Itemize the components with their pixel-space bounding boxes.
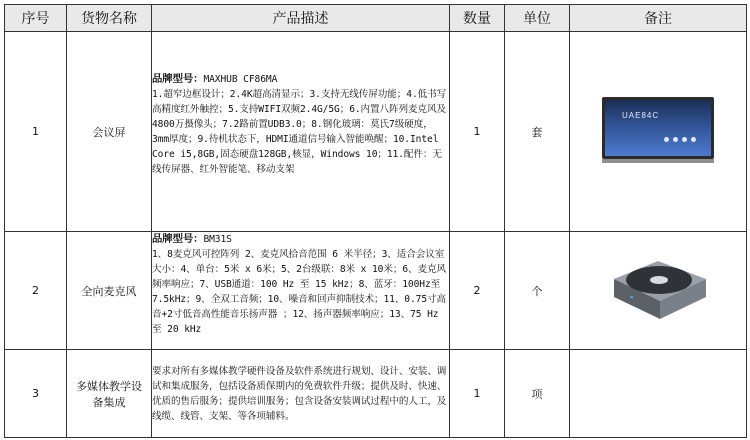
table-row xyxy=(5,350,747,438)
row-quantity: 1 xyxy=(450,32,505,232)
row-remarks xyxy=(570,350,747,438)
row-no: 1 xyxy=(5,32,67,232)
interactive-display-image xyxy=(602,97,714,163)
row-no: 2 xyxy=(5,232,67,350)
header-remarks: 备注 xyxy=(570,5,747,32)
row-quantity: 1 xyxy=(450,350,505,438)
row-remarks xyxy=(570,232,747,350)
row-name: 全向麦克风 xyxy=(67,232,152,350)
display-icon-row xyxy=(662,127,702,133)
row-unit: 个 xyxy=(505,232,570,350)
row-no: 3 xyxy=(5,350,67,438)
table-row xyxy=(5,32,747,232)
omnidirectional-microphone-image xyxy=(602,249,714,329)
header-name: 货物名称 xyxy=(67,5,152,32)
row-quantity: 2 xyxy=(450,232,505,350)
header-unit: 单位 xyxy=(505,5,570,32)
header-no: 序号 xyxy=(5,5,67,32)
table-row xyxy=(5,232,747,350)
header-description: 产品描述 xyxy=(152,5,450,32)
description-text: 1.超窄边框设计；2.4K超高清显示；3.支持无线传屏功能；4.低书写高精度红外触控；5.支持WIFI双频2.4G/5G；6.内置八阵列麦克风及4800万摄像头；7.2路前置UDB3.0；8.钢化玻璃：莫氏7级硬度，3mm厚度；9.待机状态下，HDMI通道信号输入智能唤醒；10.Intel Core i5,8GB,固态硬盘128GB,核显，Windows 10；11.配件：无线传屏器、红外智能笔、移动支架 xyxy=(152,89,447,175)
row-description xyxy=(152,32,450,232)
description-text: 要求对所有多媒体教学硬件设备及软件系统进行规划、设计、安装、调试和集成服务，包括设备质保期内的免费软件升级；提供及时、快速、优质的售后服务；提供培训服务；包含设备安装调试过程中的人工，及线缆、线管、支架、等各项辅料。 xyxy=(152,365,447,422)
model-label: 品牌型号： xyxy=(152,73,204,85)
description-text: 1、8麦克风可控阵列 2、麦克风拾音范围 6 米半径；3、适合会议室大小：4、单台：5米 x 6米；5、2台级联：8米 x 10米；6、麦克风频率响应；7、USB通道：100 Hz 至 15 kHz；8、蓝牙：100Hz至7.5kHz；9、全双工音频；10、噪音和回声抑制技术；11、0.75寸高音+2寸低音高性能音乐扬声器 ；12、扬声器频率响应；13、75 Hz 至 20 kHz xyxy=(152,249,447,335)
row-unit: 套 xyxy=(505,32,570,232)
microphone-drawing xyxy=(602,249,714,329)
row-description xyxy=(152,232,450,350)
row-name: 多媒体教学设备集成 xyxy=(67,350,152,438)
row-unit: 项 xyxy=(505,350,570,438)
model-value: BM31S xyxy=(203,234,232,245)
model-value: MAXHUB CF86MA xyxy=(203,74,278,85)
mic-center-button xyxy=(650,276,668,284)
row-remarks xyxy=(570,32,747,232)
display-base xyxy=(602,159,714,163)
header-quantity: 数量 xyxy=(450,5,505,32)
display-brand-text: UAE84C xyxy=(622,110,660,120)
model-label: 品牌型号： xyxy=(152,233,204,245)
row-description xyxy=(152,350,450,438)
mic-indicator-light xyxy=(630,296,633,298)
product-quote-table xyxy=(4,4,747,438)
table-header-row xyxy=(5,5,747,32)
row-name: 会议屏 xyxy=(67,32,152,232)
